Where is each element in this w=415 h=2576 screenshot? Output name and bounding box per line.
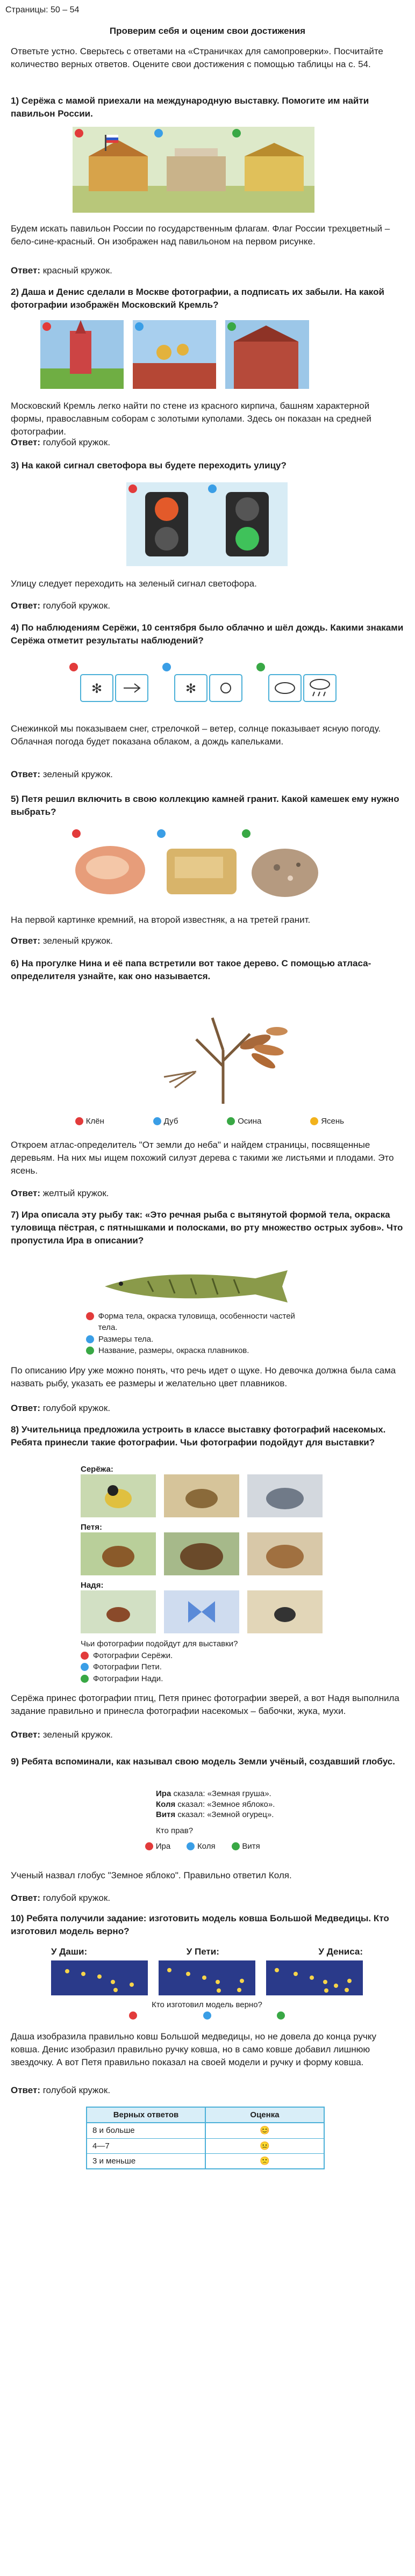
option-8-2[interactable]: Фотографии Пети. — [81, 1661, 306, 1673]
answer-4 — [11, 768, 404, 781]
answer-label: Ответ: — [11, 2085, 40, 2095]
blue-circle-icon — [187, 1842, 195, 1850]
q7-options — [86, 1311, 312, 1356]
option-7-1[interactable]: Форма тела, окраска туловища, особенности частей тела. — [86, 1311, 312, 1334]
explanation-6: Откроем атлас-определитель "От земли до неба" и найдем страницы, посвященные деревьям. На них мы ищем похожий силуэт дерева с такими же листьями и плодами. Это ясень. — [11, 1140, 394, 1176]
option-kolya[interactable]: Коля — [187, 1840, 215, 1853]
question-5: 5) Петя решил включить в свою коллекцию камней гранит. Какой камешек ему нужно выбрать? — [11, 794, 399, 817]
option-osina[interactable]: Осина — [227, 1115, 261, 1127]
green-circle-icon — [81, 1675, 89, 1683]
name-serezha: Серёжа: — [81, 1465, 113, 1474]
question-4: 4) По наблюдениям Серёжи, 10 сентября было облачно и шёл дождь. Какими знаками Серёжа отметит результаты наблюдений? — [11, 623, 404, 646]
answer-3 — [11, 599, 404, 612]
intro-text: Ответьте устно. Сверьтесь с ответами на «Страничках для самопроверки». Посчитайте количество верных ответов. Оцените свои достижения с помощью таблицы на с. 54. — [11, 46, 383, 70]
answer-3-value: голубой кружок. — [42, 600, 111, 611]
moscow-photos-image — [40, 320, 309, 389]
answer-label: Ответ: — [11, 1403, 40, 1413]
q8-options — [81, 1650, 306, 1684]
option-7-2[interactable]: Размеры тела. — [86, 1334, 312, 1345]
explanation-8: Серёжа принес фотографии птиц, Петя принес фотографии зверей, а вот Надя выполнила задание правильно и принесла фотографии насекомых – бабочки, жука, мухи. — [11, 1693, 399, 1717]
red-circle-icon — [81, 1652, 89, 1660]
option-8-1[interactable]: Фотографии Серёжи. — [81, 1650, 306, 1661]
name-nadya: Надя: — [81, 1581, 104, 1590]
header-grade: Оценка — [250, 2110, 280, 2119]
answer-7 — [11, 1402, 404, 1415]
grade-neutral-icon: 😐 — [260, 2141, 270, 2151]
label-denis: У Дениса: — [318, 1947, 363, 1957]
blue-circle-icon — [86, 1335, 94, 1343]
answer-10 — [11, 2084, 404, 2097]
red-circle-icon — [145, 1842, 153, 1850]
quote-vitya: Витя сказал: «Земной огурец». — [156, 1810, 274, 1819]
blue-circle-icon — [81, 1663, 89, 1671]
explanation-10: Даша изобразила правильно ковш Большой медведицы, но не довела до конца ручку ковша. Денис изобразил правильно ручку ковша, но в само ковше добавил лишнюю звездочку. А вот Петя правильно показал на своей модели и ручку и форму ковша. — [11, 2031, 376, 2068]
question-2: 2) Даша и Денис сделали в Москве фотографии, а подписать их забыли. На какой фотографии изображён Московский Кремль? — [11, 287, 384, 310]
pages-header: Страницы: 50 – 54 — [5, 5, 80, 15]
explanation-4: Снежинкой мы показываем снег, стрелочкой – ветер, солнце показывает ясную погоду. Облачная погода будет показана облаком, а дождь капельками. — [11, 723, 381, 747]
explanation-1: Будем искать павильон России по государственным флагам. Флаг России трехцветный – бело-сине-красный. Он изображен над павильоном на первом рисунке. — [11, 223, 390, 247]
header-correct: Верных ответов — [87, 2108, 206, 2122]
option-ira[interactable]: Ира — [145, 1840, 170, 1853]
answer-8-value: зеленый кружок. — [42, 1730, 113, 1740]
red-circle-icon — [75, 1117, 83, 1125]
answer-label: Ответ: — [11, 265, 40, 276]
q9-options — [145, 1840, 306, 1853]
answer-label: Ответ: — [11, 1730, 40, 1740]
question-9: 9) Ребята вспоминали, как называл свою модель Земли учёный, создавший глобус. — [11, 1756, 395, 1767]
green-circle-icon — [232, 1842, 240, 1850]
answer-2 — [11, 436, 404, 449]
answer-10-value: голубой кружок. — [42, 2085, 111, 2095]
answer-7-value: голубой кружок. — [42, 1403, 111, 1413]
page-title: Проверим себя и оценим свои достижения — [109, 26, 306, 36]
answer-label: Ответ: — [11, 437, 40, 447]
answer-2-value: голубой кружок. — [42, 437, 111, 447]
answer-8 — [11, 1728, 404, 1741]
blue-circle-icon — [153, 1117, 161, 1125]
label-petya: У Пети: — [186, 1947, 219, 1957]
question-1: 1) Серёжа с мамой приехали на международную выставку. Помогите им найти павильон России. — [11, 96, 369, 119]
row-1: 8 и больше — [87, 2123, 206, 2138]
yellow-circle-icon — [310, 1117, 318, 1125]
row-3: 3 и меньше — [87, 2154, 206, 2168]
explanation-3: Улицу следует переходить на зеленый сигнал светофора. — [11, 578, 257, 589]
q8-prompt: Чьи фотографии подойдут для выставки? — [81, 1639, 238, 1648]
tree-image — [132, 991, 314, 1106]
option-yasen[interactable]: Ясень — [310, 1115, 344, 1127]
red-circle-icon[interactable] — [129, 2011, 137, 2020]
option-dub[interactable]: Дуб — [153, 1115, 178, 1127]
answer-6 — [11, 1187, 404, 1200]
answer-1-value: красный кружок. — [42, 265, 112, 276]
q10-options — [129, 2011, 285, 2020]
answer-5-value: зеленый кружок. — [42, 936, 113, 946]
answer-label: Ответ: — [11, 769, 40, 779]
dipper-models-image — [51, 1960, 363, 1995]
green-circle-icon — [227, 1117, 235, 1125]
explanation-7: По описанию Иру уже можно понять, что речь идет о щуке. Но девочка должна была сама назвать рыбу, указать ее размеры и желательно цвет плавников. — [11, 1365, 396, 1389]
svg-text:✻: ✻ — [91, 682, 103, 696]
answer-1 — [11, 264, 404, 277]
q10-labels — [51, 1945, 363, 1958]
pavilions-image — [73, 127, 314, 213]
green-circle-icon — [86, 1347, 94, 1355]
question-10: 10) Ребята получили задание: изготовить модель ковша Большой Медведицы. Кто изготовил модель верно? — [11, 1913, 389, 1937]
petya-photos — [81, 1532, 323, 1575]
svg-text:✻: ✻ — [185, 682, 197, 696]
answer-label: Ответ: — [11, 1188, 40, 1198]
label-dasha: У Даши: — [51, 1947, 88, 1957]
answer-6-value: желтый кружок. — [42, 1188, 109, 1198]
grade-smile-icon: 😊 — [260, 2126, 270, 2136]
answer-label: Ответ: — [11, 600, 40, 611]
explanation-9: Ученый назвал глобус "Земное яблоко". Правильно ответил Коля. — [11, 1870, 292, 1880]
option-8-3[interactable]: Фотографии Нади. — [81, 1673, 306, 1684]
quote-kolya: Коля сказал: «Земное яблоко». — [156, 1799, 275, 1809]
answer-label: Ответ: — [11, 936, 40, 946]
q6-options — [75, 1115, 344, 1127]
stones-image — [70, 827, 323, 902]
grade-sad-icon: 🙁 — [260, 2156, 270, 2166]
answer-label: Ответ: — [11, 1893, 40, 1903]
q10-prompt: Кто изготовил модель верно? — [152, 2000, 262, 2009]
red-circle-icon — [86, 1312, 94, 1320]
q9-prompt: Кто прав? — [156, 1826, 194, 1835]
explanation-5: На первой картинке кремний, на второй известняк, а на третей гранит. — [11, 915, 311, 925]
pike-image — [94, 1262, 320, 1308]
question-7: 7) Ира описала эту рыбу так: «Это речная рыба с вытянутой формой тела, окраска туловища пёстрая, с пятнышками и полосками, во рту множество острых зубов». Что пропустила Ира в описании? — [11, 1210, 403, 1246]
option-klen[interactable]: Клён — [75, 1115, 104, 1127]
serezha-photos — [81, 1474, 323, 1517]
q9-quotes — [156, 1789, 275, 1820]
option-vitya[interactable]: Витя — [232, 1840, 260, 1853]
answer-4-value: зеленый кружок. — [42, 769, 113, 779]
question-8: 8) Учительница предложила устроить в классе выставку фотографий насекомых. Ребята принесли такие фотографии. Чьи фотографии подойдут для выставки? — [11, 1424, 386, 1448]
row-2: 4—7 — [87, 2139, 206, 2153]
option-7-3[interactable]: Название, размеры, окраска плавников. — [86, 1345, 312, 1356]
explanation-2: Московский Кремль легко найти по стене из красного кирпича, башням характерной формы, православным соборам с золотыми куполами. Здесь он показан на средней фотографии. — [11, 401, 371, 437]
quote-ira: Ира сказала: «Земная груша». — [156, 1789, 271, 1798]
blue-circle-icon[interactable] — [203, 2011, 211, 2020]
weather-signs-image — [67, 660, 347, 713]
question-3: 3) На какой сигнал светофора вы будете переходить улицу? — [11, 460, 287, 471]
nadya-photos — [81, 1590, 323, 1633]
green-circle-icon[interactable] — [277, 2011, 285, 2020]
name-petya: Петя: — [81, 1523, 103, 1532]
traffic-lights-image — [126, 482, 288, 566]
question-6: 6) На прогулке Нина и её папа встретили вот такое дерево. С помощью атласа-определителя узнайте, как оно называется. — [11, 958, 371, 982]
answer-5 — [11, 935, 404, 947]
score-table — [86, 2107, 325, 2169]
answer-9 — [11, 1892, 404, 1905]
answer-9-value: голубой кружок. — [42, 1893, 111, 1903]
